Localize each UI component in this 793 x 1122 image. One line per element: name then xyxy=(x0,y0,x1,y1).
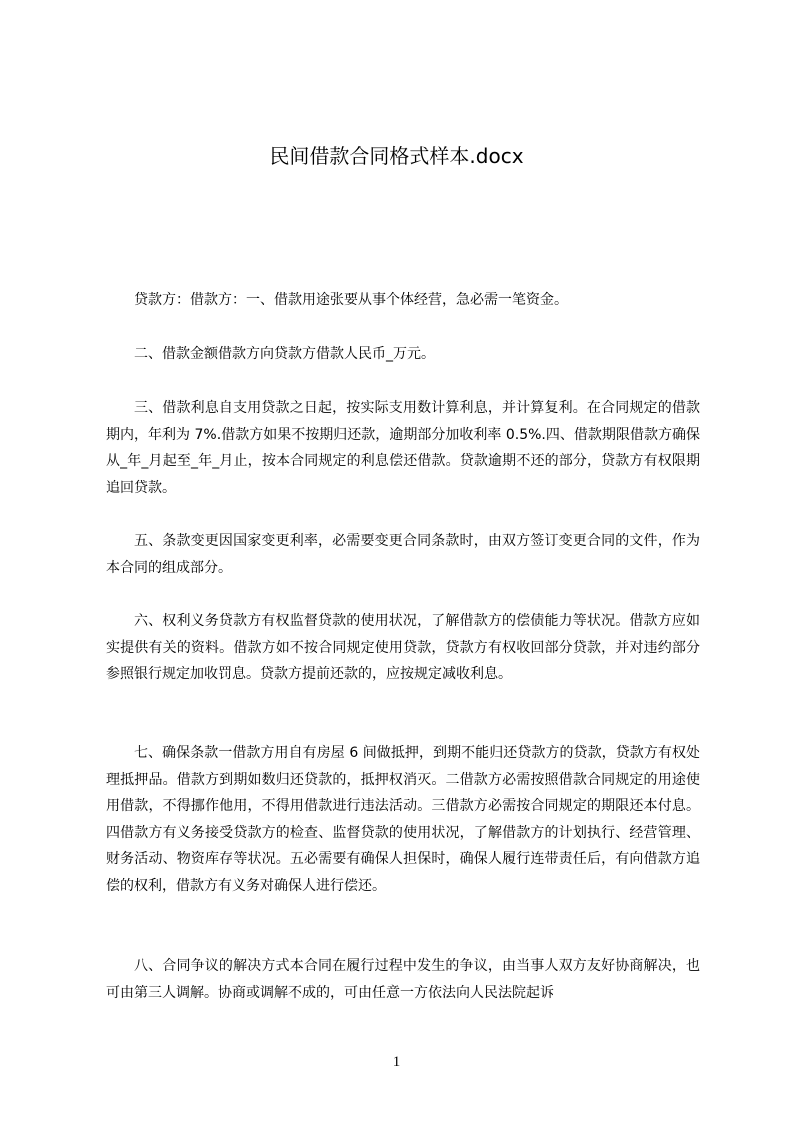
page-number: 1 xyxy=(392,1054,401,1070)
paragraph-loan-amount: 二、借款金额借款方向贷款方借款人民币_万元。 xyxy=(134,346,435,362)
paragraph-lender-borrower: 贷款方：借款方：一、借款用途张要从事个体经营，急必需一笔资金。 xyxy=(134,292,568,308)
paragraph-dispute: 八、合同争议的解决方式本合同在履行过程中发生的争议，由当事人双方友好协商解决，也可由第三人调解。协商或调解不成的，可由任意一方依法向人民法院起诉 xyxy=(106,958,700,1001)
document-title: 民间借款合同格式样本.docx xyxy=(269,144,524,168)
paragraph-guarantee: 七、确保条款一借款方用自有房屋 6 间做抵押，到期不能归还贷款方的贷款，贷款方有权处理抵押品。借款方到期如数归还贷款的，抵押权消灭。二借款方必需按照借款合同规定的用途使用借款，不得挪作他用，不得用借款进行违法活动。三借款方必需按合同规定的期限还本付息。四借款方有义务接受贷款方的检查、监督贷款的使用状况，了解借款方的计划执行、经营管理、财务活动、物资库存等状况。五必需要有确保人担保时，确保人履行连带责任后，有向借款方追偿的权利，借款方有义务对确保人进行偿还。 xyxy=(106,745,700,894)
paragraph-rights-obligations: 六、权利义务贷款方有权监督贷款的使用状况，了解借款方的偿债能力等状况。借款方应如实提供有关的资料。借款方如不按合同规定使用贷款，贷款方有权收回部分贷款，并对违约部分参照银行规定加收罚息。贷款方提前还款的，应按规定减收利息。 xyxy=(106,613,700,682)
paragraph-clause-change: 五、条款变更因国家变更利率，必需要变更合同条款时，由双方签订变更合同的文件，作为本合同的组成部分。 xyxy=(106,533,700,576)
paragraph-interest: 三、借款利息自支用贷款之日起，按实际支用数计算利息，并计算复利。在合同规定的借款期内，年利为 7%.借款方如果不按期归还款，逾期部分加收利率 0.5%.四、借款期限借款方确保从_年_月起至_年_月止，按本合同规定的利息偿还借款。贷款逾期不还的部分，贷款方有权限期追回贷款。 xyxy=(106,400,700,496)
